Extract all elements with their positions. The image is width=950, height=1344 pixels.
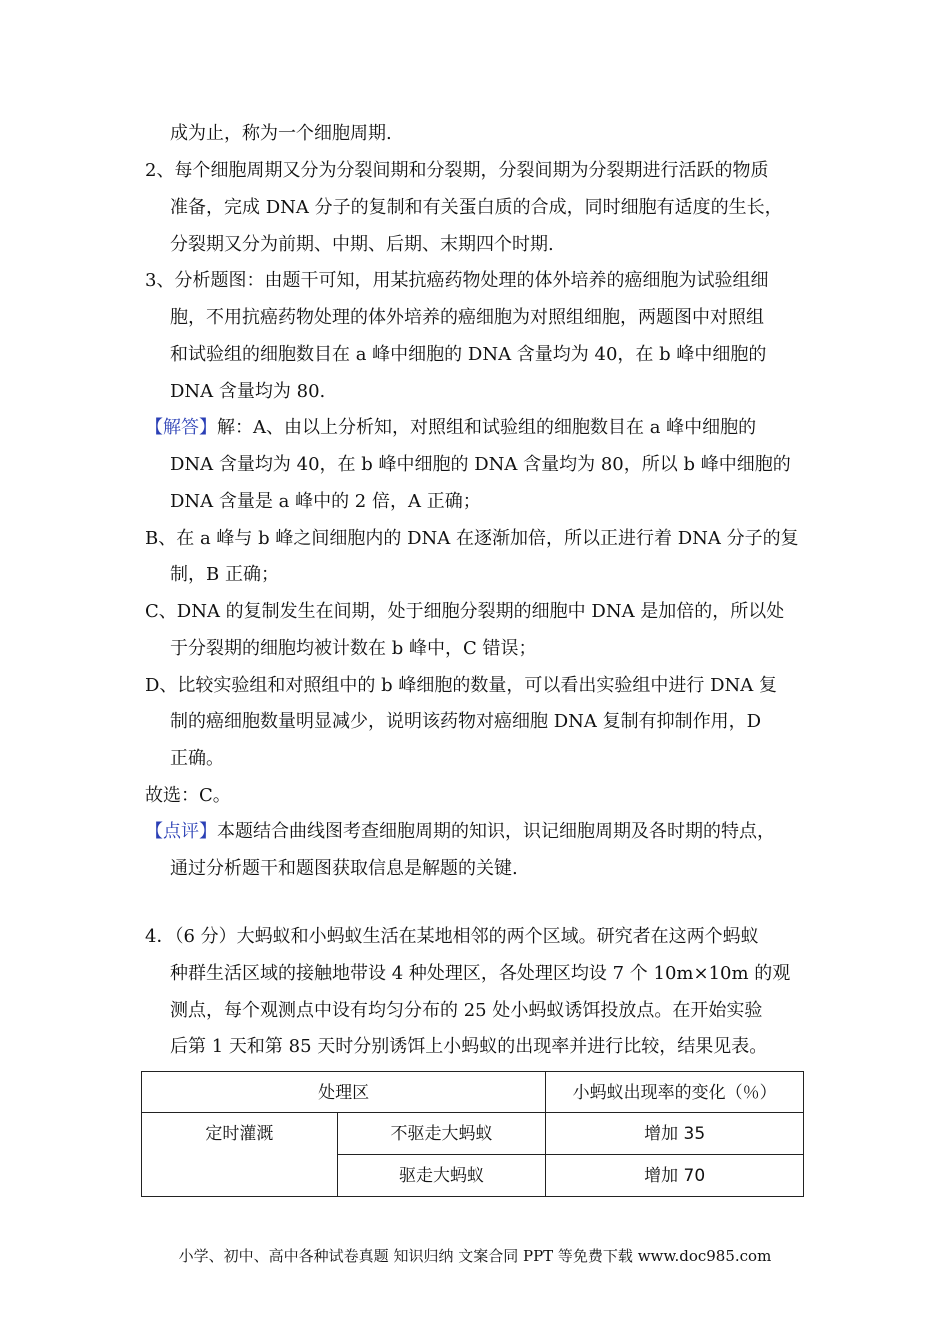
header-zone-cell: 处理区 (142, 1072, 546, 1113)
header-change-cell: 小蚂蚁出现率的变化（％） (546, 1072, 804, 1113)
text-line: 胞，不用抗癌药物处理的体外培养的癌细胞为对照组细胞，两题图中对照组 (170, 307, 764, 328)
answer-text: 解：A、由以上分析知，对照组和试验组的细胞数目在 a 峰中细胞的 (217, 417, 757, 438)
text-line: 故选：C。 (145, 785, 231, 806)
table-header-row (142, 1072, 804, 1113)
text-line: 种群生活区域的接触地带设 4 种处理区，各处理区均设 7 个 10m×10m 的观 (170, 963, 791, 984)
text-line: 分裂期又分为前期、中期、后期、末期四个时期. (170, 234, 554, 255)
text-line: 通过分析题干和题图获取信息是解题的关键. (170, 858, 518, 879)
answer-tag: 【解答】 (145, 417, 217, 438)
answer-line (145, 416, 756, 440)
treatment-cell: 不驱走大蚂蚁 (337, 1113, 546, 1155)
text-line: D、比较实验组和对照组中的 b 峰细胞的数量，可以看出实验组中进行 DNA 复 (145, 675, 778, 696)
text-line: C、DNA 的复制发生在间期，处于细胞分裂期的细胞中 DNA 是加倍的，所以处 (145, 601, 785, 622)
text-line: 制的癌细胞数量明显减少，说明该药物对癌细胞 DNA 复制有抑制作用，D (170, 711, 762, 732)
text-line: 制，B 正确； (170, 564, 279, 585)
comment-tag: 【点评】 (145, 821, 217, 842)
text-line: 后第 1 天和第 85 天时分别诱饵上小蚂蚁的出现率并进行比较，结果见表。 (170, 1036, 768, 1057)
group-cell: 定时灌溉 (142, 1113, 338, 1197)
page-footer: 小学、初中、高中各种试卷真题 知识归纳 文案合同 PPT 等免费下载 www.doc985.com (178, 1247, 772, 1265)
table-row (142, 1113, 804, 1155)
results-table (141, 1071, 804, 1197)
comment-line (145, 820, 775, 844)
text-line: 测点，每个观测点中设有均匀分布的 25 处小蚂蚁诱饵投放点。在开始实验 (170, 1000, 763, 1021)
text-line: 3、分析题图：由题干可知，用某抗癌药物处理的体外培养的癌细胞为试验组细 (145, 270, 769, 291)
text-line: 正确。 (170, 748, 224, 769)
text-line: DNA 含量均为 40，在 b 峰中细胞的 DNA 含量均为 80，所以 b 峰中细胞的 (170, 454, 791, 475)
change-cell: 增加 70 (546, 1155, 804, 1197)
question-line: 4．（6 分）大蚂蚁和小蚂蚁生活在某地相邻的两个区域。研究者在这两个蚂蚁 (145, 926, 759, 947)
text-line: 成为止，称为一个细胞周期. (170, 123, 392, 144)
treatment-cell: 驱走大蚂蚁 (337, 1155, 546, 1197)
change-cell: 增加 35 (546, 1113, 804, 1155)
text-line: 于分裂期的细胞均被计数在 b 峰中，C 错误； (170, 638, 537, 659)
text-line: 2、每个细胞周期又分为分裂间期和分裂期，分裂间期为分裂期进行活跃的物质 (145, 160, 769, 181)
comment-text: 本题结合曲线图考查细胞周期的知识，识记细胞周期及各时期的特点， (217, 821, 775, 842)
text-line: 准备，完成 DNA 分子的复制和有关蛋白质的合成，同时细胞有适度的生长， (170, 197, 783, 218)
text-line: DNA 含量是 a 峰中的 2 倍，A 正确； (170, 491, 481, 512)
text-line: B、在 a 峰与 b 峰之间细胞内的 DNA 在逐渐加倍，所以正进行着 DNA 分子的复 (145, 528, 799, 549)
text-line: DNA 含量均为 80. (170, 381, 326, 402)
text-line: 和试验组的细胞数目在 a 峰中细胞的 DNA 含量均为 40，在 b 峰中细胞的 (170, 344, 767, 365)
